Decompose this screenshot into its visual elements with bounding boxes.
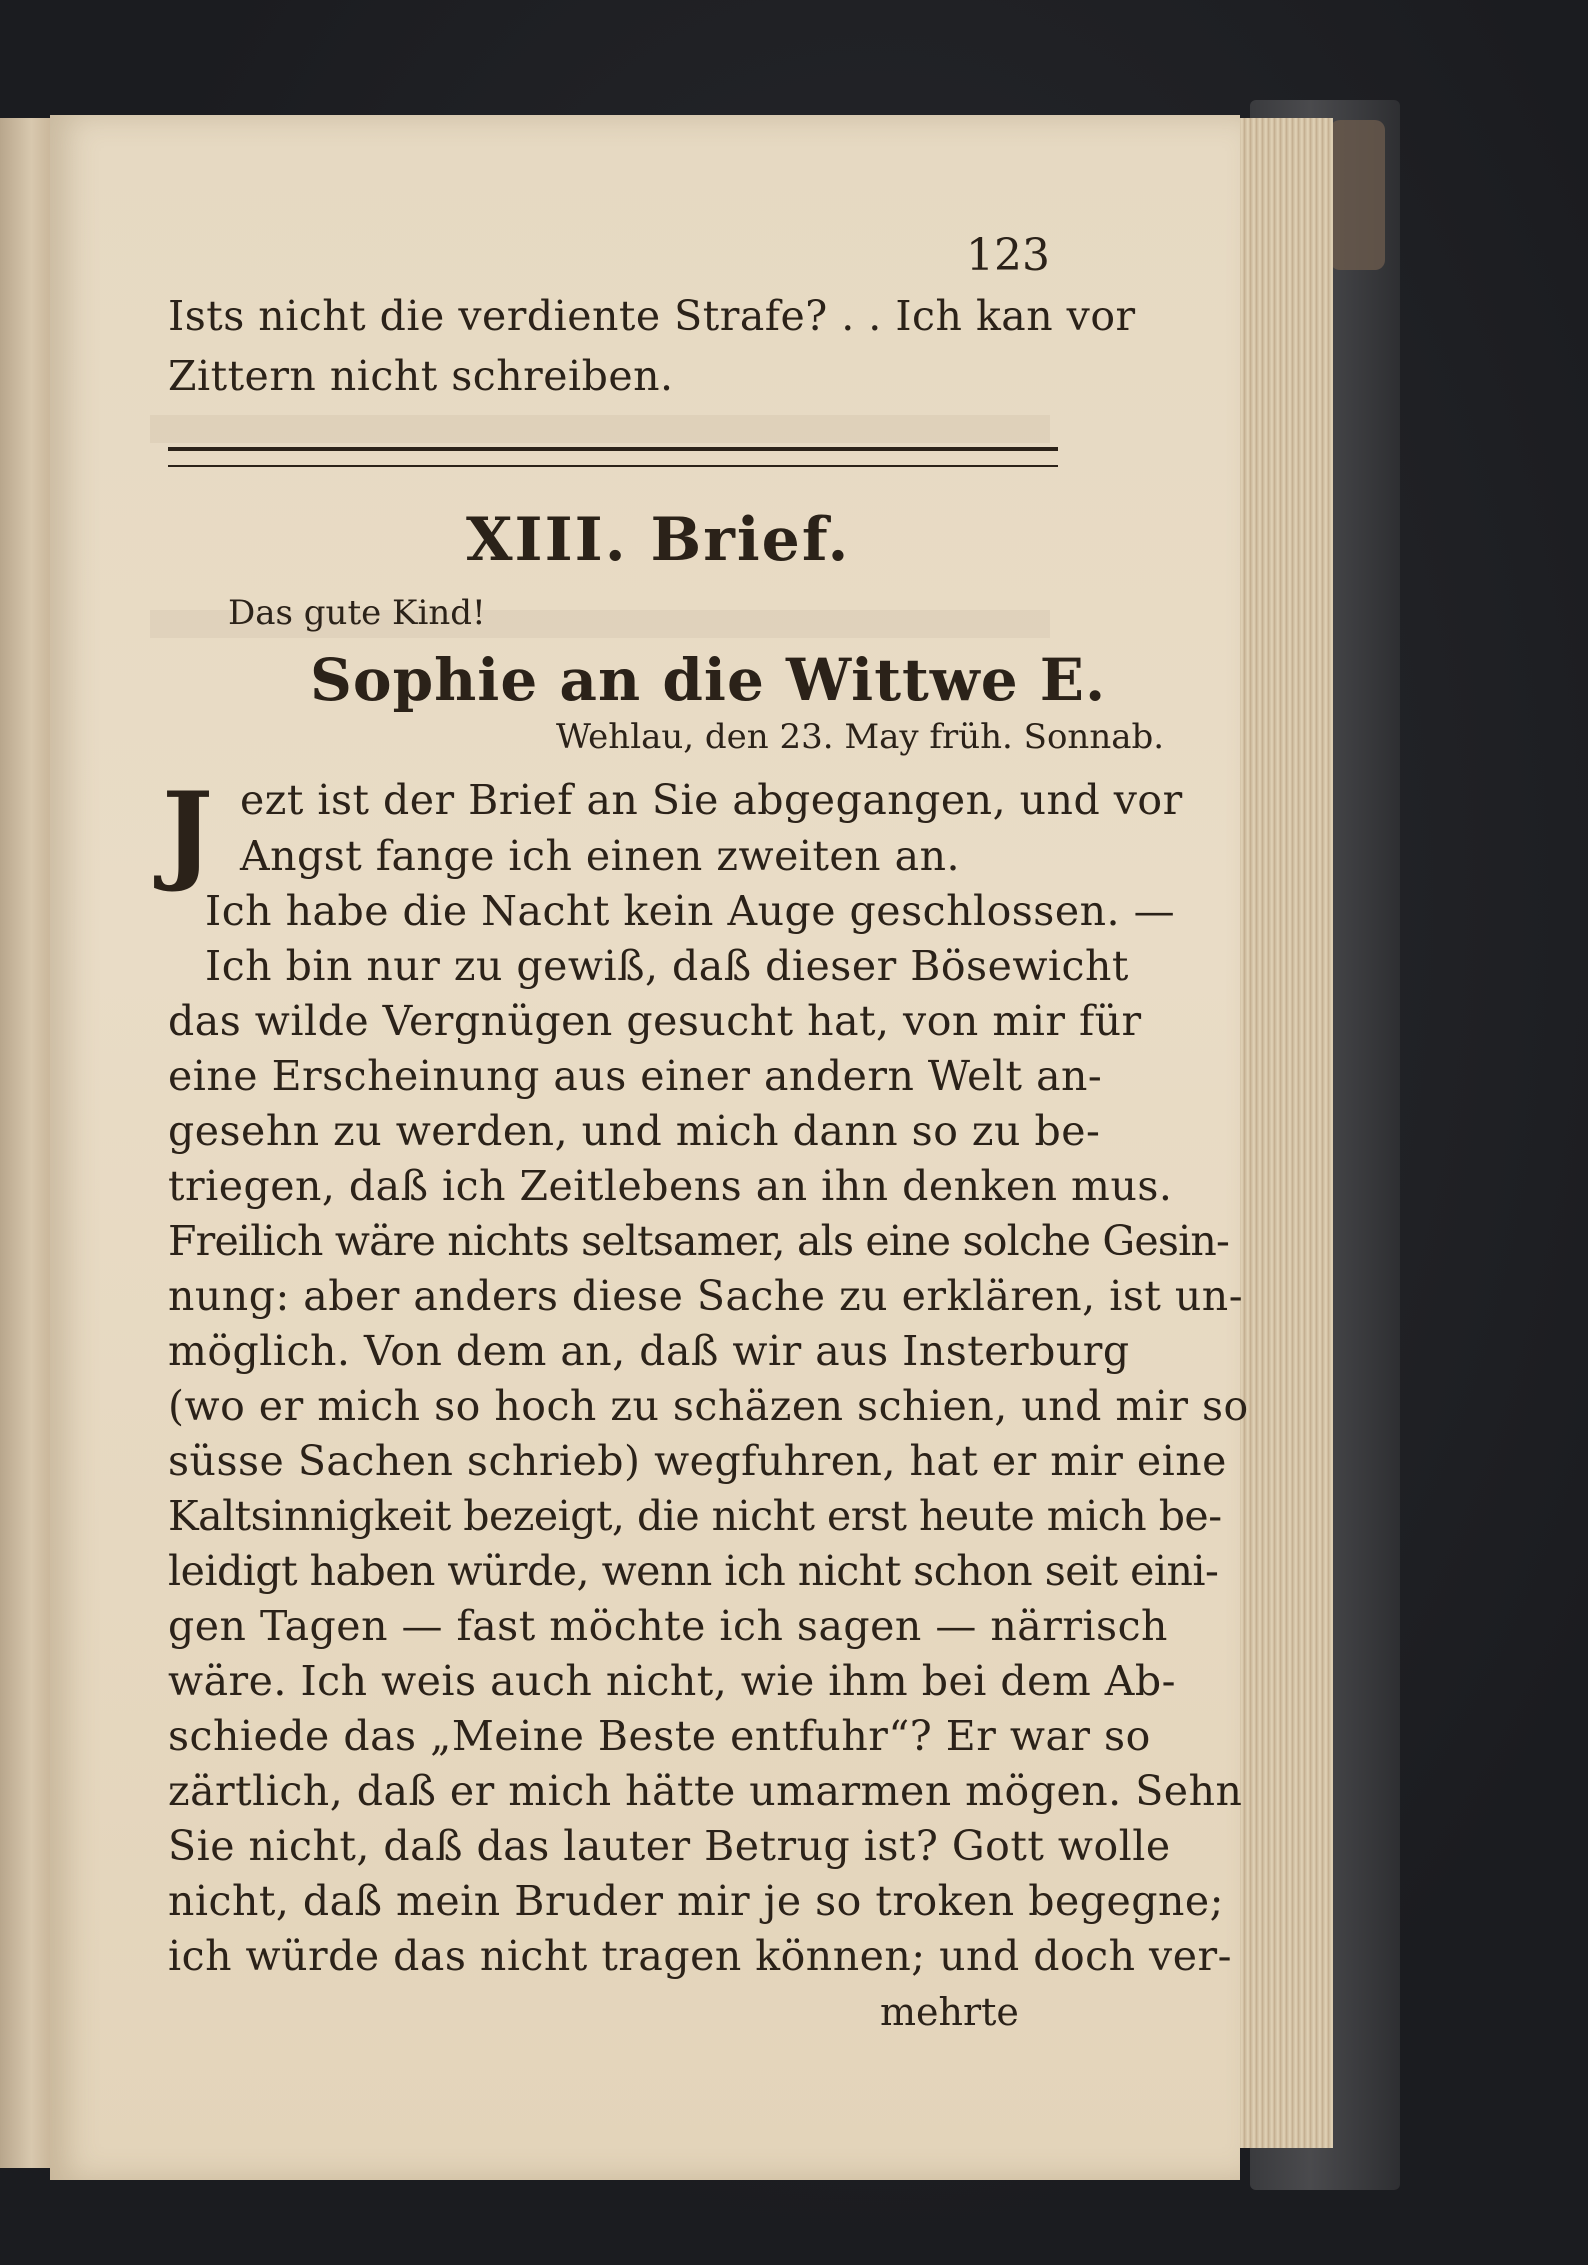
text-line: Angst fange ich einen zweiten an.: [240, 832, 961, 880]
text-line: leidigt haben würde, wenn ich nicht schon seit eini-: [168, 1547, 1219, 1595]
letter-subtitle: Das gute Kind!: [228, 593, 486, 633]
page-number: 123: [966, 230, 1050, 281]
text-line: gesehn zu werden, und mich dann so zu be-: [168, 1107, 1101, 1155]
text-line: ich würde das nicht tragen können; und doch ver-: [168, 1932, 1232, 1980]
text-line: möglich. Von dem an, daß wir aus Insterburg: [168, 1327, 1130, 1375]
text-line: Ich bin nur zu gewiß, daß dieser Bösewicht: [205, 942, 1129, 990]
text-line: (wo er mich so hoch zu schäzen schien, und mir so: [168, 1382, 1249, 1430]
text-line: nicht, daß mein Bruder mir je so troken begegne;: [168, 1877, 1224, 1925]
text-line: Zittern nicht schreiben.: [168, 352, 674, 400]
text-line: triegen, daß ich Zeitlebens an ihn denken mus.: [168, 1162, 1173, 1210]
text-line: das wilde Vergnügen gesucht hat, von mir für: [168, 997, 1142, 1045]
drop-cap: J: [162, 769, 214, 895]
text-line: gen Tagen — fast möchte ich sagen — närrisch: [168, 1602, 1168, 1650]
show-through-ink: [150, 415, 1050, 443]
section-divider-rule: [168, 447, 1058, 467]
letter-heading: Sophie an die Wittwe E.: [310, 646, 1107, 714]
worn-cover-corner: [1330, 120, 1385, 270]
text-line: nung: aber anders diese Sache zu erklären, ist un-: [168, 1272, 1244, 1320]
facing-page-edge: [0, 118, 54, 2168]
text-line: eine Erscheinung aus einer andern Welt an-: [168, 1052, 1103, 1100]
page-stack-edge: [1232, 118, 1333, 2148]
text-line: Ich habe die Nacht kein Auge geschlossen. —: [205, 887, 1176, 935]
text-line: ezt ist der Brief an Sie abgegangen, und vor: [240, 776, 1183, 824]
text-line: Freilich wäre nichts seltsamer, als eine solche Gesin-: [168, 1217, 1230, 1265]
letter-title: XIII. Brief.: [466, 505, 851, 575]
text-line: süsse Sachen schrieb) wegfuhren, hat er mir eine: [168, 1437, 1227, 1485]
text-line: schiede das „Meine Beste entfuhr“? Er war so: [168, 1712, 1151, 1760]
text-line: Sie nicht, daß das lauter Betrug ist? Gott wolle: [168, 1822, 1171, 1870]
text-line: Kaltsinnigkeit bezeigt, die nicht erst heute mich be-: [168, 1492, 1222, 1540]
text-line: zärtlich, daß er mich hätte umarmen mögen. Sehn: [168, 1767, 1243, 1815]
catchword: mehrte: [880, 1990, 1019, 2034]
text-line: wäre. Ich weis auch nicht, wie ihm bei dem Ab-: [168, 1657, 1177, 1705]
text-line: Ists nicht die verdiente Strafe? . . Ich kan vor: [168, 292, 1136, 340]
place-date-line: Wehlau, den 23. May früh. Sonnab.: [556, 717, 1165, 757]
